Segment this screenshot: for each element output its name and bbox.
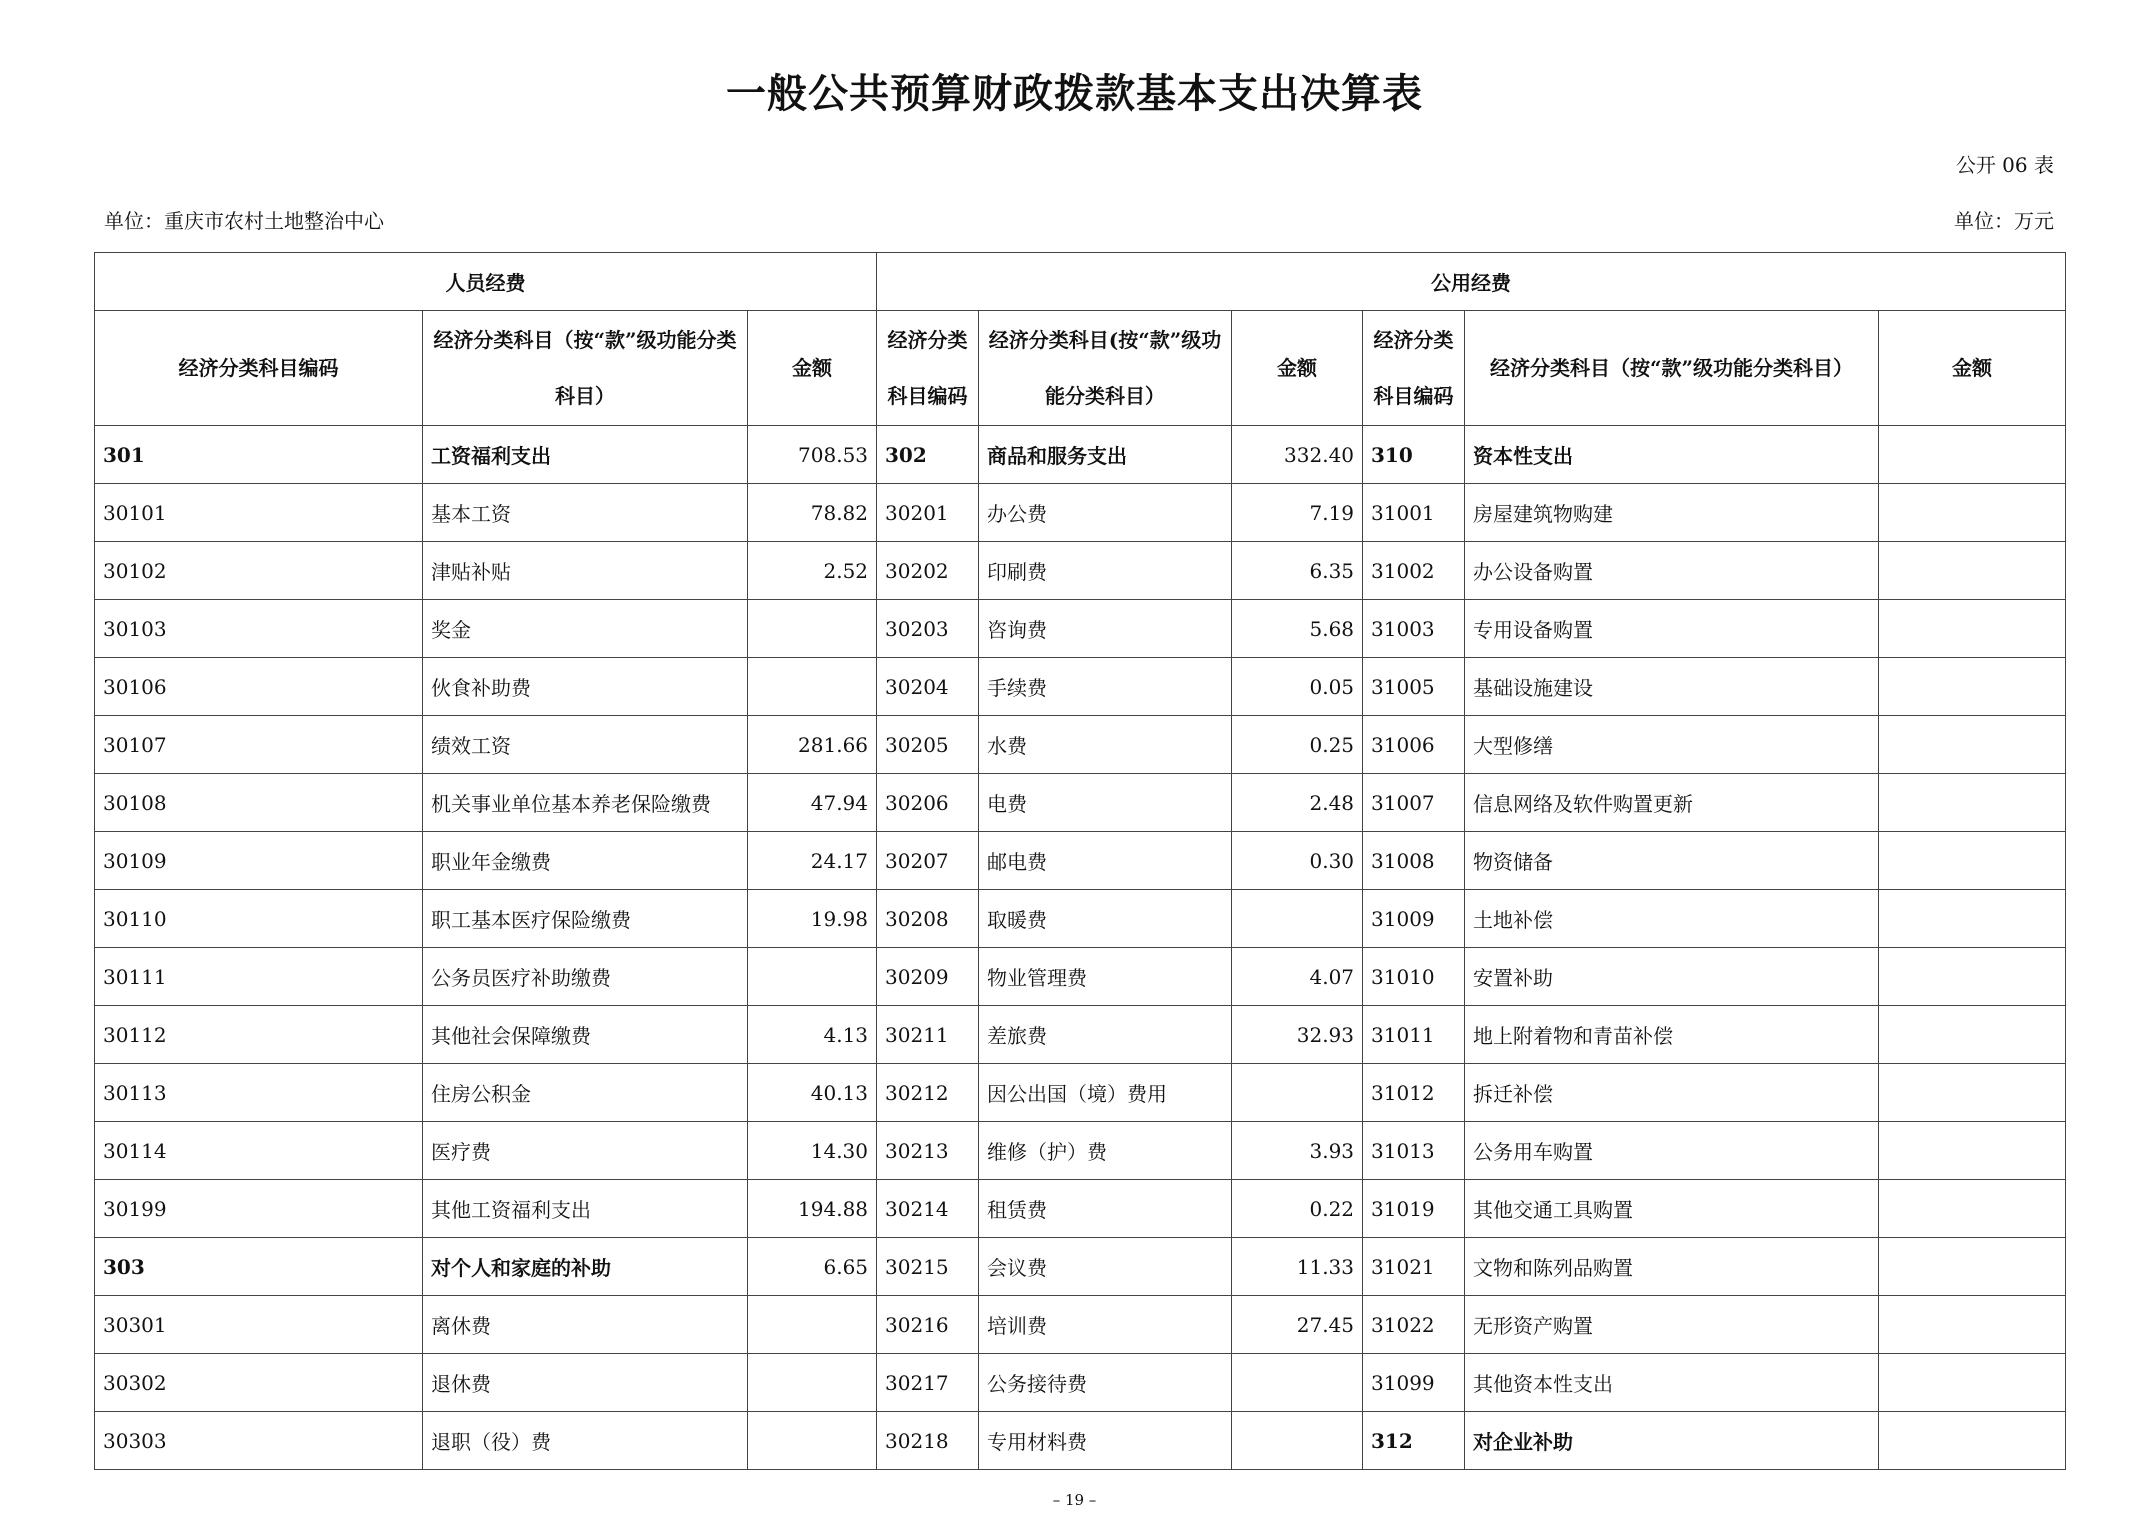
cell-capital-amount [1879,832,2066,890]
cell-goods-amount: 332.40 [1232,426,1363,484]
cell-capital-amount [1879,1122,2066,1180]
cell-capital-code: 31099 [1363,1354,1465,1412]
cell-capital-code: 312 [1363,1412,1465,1470]
cell-goods-amount: 0.22 [1232,1180,1363,1238]
cell-capital-code: 31012 [1363,1064,1465,1122]
cell-goods-code: 30212 [877,1064,979,1122]
cell-capital-amount [1879,1064,2066,1122]
cell-goods-amount: 6.35 [1232,542,1363,600]
cell-goods-amount: 7.19 [1232,484,1363,542]
table-row [95,484,2066,542]
cell-goods-code: 30217 [877,1354,979,1412]
cell-goods-code: 302 [877,426,979,484]
cell-capital-code: 31001 [1363,484,1465,542]
cell-goods-item: 专用材料费 [979,1412,1232,1470]
cell-personnel-amount: 4.13 [748,1006,877,1064]
cell-capital-code: 31005 [1363,658,1465,716]
cell-capital-amount [1879,716,2066,774]
cell-goods-code: 30204 [877,658,979,716]
page-title: 一般公共预算财政拨款基本支出决算表 [726,70,1423,117]
cell-personnel-item: 基本工资 [423,484,748,542]
cell-capital-item: 其他资本性支出 [1465,1354,1879,1412]
cell-goods-code: 30207 [877,832,979,890]
table-row [95,1296,2066,1354]
cell-personnel-amount: 2.52 [748,542,877,600]
currency-unit: 单位：万元 [1954,209,2054,233]
cell-capital-item: 基础设施建设 [1465,658,1879,716]
cell-goods-amount [1232,1064,1363,1122]
cell-capital-amount [1879,948,2066,1006]
cell-goods-amount [1232,1354,1363,1412]
cell-personnel-amount: 40.13 [748,1064,877,1122]
cell-capital-amount [1879,658,2066,716]
cell-goods-code: 30213 [877,1122,979,1180]
cell-capital-code: 31007 [1363,774,1465,832]
header-goods-code: 经济分类科目编码 [877,311,979,426]
cell-capital-item: 资本性支出 [1465,426,1879,484]
table-row [95,600,2066,658]
cell-goods-code: 30211 [877,1006,979,1064]
cell-personnel-amount [748,1296,877,1354]
cell-goods-item: 物业管理费 [979,948,1232,1006]
header-personnel-item: 经济分类科目（按“款”级功能分类科目） [423,311,748,426]
group-header-row [95,253,2066,311]
cell-personnel-amount [748,600,877,658]
cell-personnel-amount [748,1412,877,1470]
expenditure-table [94,252,2066,1470]
cell-personnel-item: 其他工资福利支出 [423,1180,748,1238]
cell-personnel-item: 机关事业单位基本养老保险缴费 [423,774,748,832]
cell-capital-code: 31002 [1363,542,1465,600]
cell-capital-item: 土地补偿 [1465,890,1879,948]
table-row [95,1122,2066,1180]
cell-personnel-item: 绩效工资 [423,716,748,774]
cell-goods-code: 30201 [877,484,979,542]
table-row [95,890,2066,948]
cell-capital-amount [1879,1238,2066,1296]
cell-goods-item: 水费 [979,716,1232,774]
cell-personnel-code: 30301 [95,1296,423,1354]
cell-personnel-code: 30113 [95,1064,423,1122]
cell-capital-amount [1879,1296,2066,1354]
cell-goods-code: 30203 [877,600,979,658]
cell-personnel-item: 医疗费 [423,1122,748,1180]
cell-capital-amount [1879,1180,2066,1238]
cell-goods-amount: 0.25 [1232,716,1363,774]
cell-capital-item: 拆迁补偿 [1465,1064,1879,1122]
cell-capital-item: 文物和陈列品购置 [1465,1238,1879,1296]
table-row [95,1180,2066,1238]
cell-capital-item: 对企业补助 [1465,1412,1879,1470]
cell-personnel-amount: 708.53 [748,426,877,484]
cell-capital-item: 安置补助 [1465,948,1879,1006]
cell-goods-item: 取暖费 [979,890,1232,948]
header-goods-amount: 金额 [1232,311,1363,426]
cell-goods-code: 30209 [877,948,979,1006]
cell-goods-amount: 3.93 [1232,1122,1363,1180]
cell-personnel-code: 30103 [95,600,423,658]
cell-goods-item: 印刷费 [979,542,1232,600]
cell-goods-amount: 0.30 [1232,832,1363,890]
header-goods-item: 经济分类科目(按“款”级功能分类科目） [979,311,1232,426]
cell-personnel-item: 工资福利支出 [423,426,748,484]
header-personnel-amount: 金额 [748,311,877,426]
cell-personnel-amount: 281.66 [748,716,877,774]
cell-personnel-code: 30110 [95,890,423,948]
cell-goods-code: 30205 [877,716,979,774]
page-number: – 19 – [1052,1491,1097,1509]
cell-goods-amount [1232,1412,1363,1470]
cell-personnel-item: 其他社会保障缴费 [423,1006,748,1064]
group-header-public: 公用经费 [877,253,2066,311]
cell-personnel-item: 退职（役）费 [423,1412,748,1470]
table-row [95,774,2066,832]
cell-personnel-code: 30107 [95,716,423,774]
cell-goods-amount: 27.45 [1232,1296,1363,1354]
cell-capital-amount [1879,774,2066,832]
group-header-personnel: 人员经费 [95,253,877,311]
cell-personnel-item: 奖金 [423,600,748,658]
cell-capital-amount [1879,1006,2066,1064]
cell-capital-code: 31021 [1363,1238,1465,1296]
cell-personnel-amount [748,948,877,1006]
cell-personnel-code: 30106 [95,658,423,716]
cell-personnel-code: 30101 [95,484,423,542]
cell-goods-amount: 2.48 [1232,774,1363,832]
cell-personnel-amount: 19.98 [748,890,877,948]
cell-goods-item: 因公出国（境）费用 [979,1064,1232,1122]
cell-goods-item: 电费 [979,774,1232,832]
cell-capital-item: 大型修缮 [1465,716,1879,774]
table-row [95,1354,2066,1412]
cell-goods-amount [1232,890,1363,948]
header-capital-item: 经济分类科目（按“款”级功能分类科目） [1465,311,1879,426]
cell-capital-code: 31003 [1363,600,1465,658]
cell-capital-item: 地上附着物和青苗补偿 [1465,1006,1879,1064]
cell-capital-item: 专用设备购置 [1465,600,1879,658]
cell-goods-code: 30202 [877,542,979,600]
cell-capital-amount [1879,1412,2066,1470]
cell-goods-item: 咨询费 [979,600,1232,658]
cell-goods-amount: 11.33 [1232,1238,1363,1296]
cell-goods-amount: 5.68 [1232,600,1363,658]
cell-goods-amount: 32.93 [1232,1006,1363,1064]
cell-goods-item: 培训费 [979,1296,1232,1354]
cell-capital-amount [1879,1354,2066,1412]
cell-personnel-amount: 78.82 [748,484,877,542]
cell-capital-code: 31022 [1363,1296,1465,1354]
cell-personnel-amount: 6.65 [748,1238,877,1296]
cell-personnel-item: 伙食补助费 [423,658,748,716]
cell-capital-item: 信息网络及软件购置更新 [1465,774,1879,832]
table-row [95,1064,2066,1122]
column-header-row [95,311,2066,426]
cell-capital-item: 物资储备 [1465,832,1879,890]
cell-goods-amount: 0.05 [1232,658,1363,716]
cell-personnel-code: 30112 [95,1006,423,1064]
cell-personnel-amount: 47.94 [748,774,877,832]
cell-goods-item: 维修（护）费 [979,1122,1232,1180]
cell-goods-code: 30214 [877,1180,979,1238]
cell-capital-code: 31010 [1363,948,1465,1006]
cell-personnel-item: 住房公积金 [423,1064,748,1122]
cell-goods-code: 30206 [877,774,979,832]
cell-capital-amount [1879,890,2066,948]
cell-personnel-amount: 14.30 [748,1122,877,1180]
cell-personnel-code: 30199 [95,1180,423,1238]
cell-personnel-item: 公务员医疗补助缴费 [423,948,748,1006]
form-number: 公开 06 表 [1955,153,2054,177]
cell-goods-item: 差旅费 [979,1006,1232,1064]
cell-personnel-item: 职工基本医疗保险缴费 [423,890,748,948]
cell-goods-item: 租赁费 [979,1180,1232,1238]
cell-capital-code: 310 [1363,426,1465,484]
cell-capital-item: 公务用车购置 [1465,1122,1879,1180]
header-capital-amount: 金额 [1879,311,2066,426]
cell-goods-item: 手续费 [979,658,1232,716]
cell-capital-code: 31013 [1363,1122,1465,1180]
cell-personnel-code: 30108 [95,774,423,832]
table-row [95,1238,2066,1296]
cell-capital-item: 其他交通工具购置 [1465,1180,1879,1238]
table-row [95,832,2066,890]
cell-goods-code: 30218 [877,1412,979,1470]
cell-personnel-amount [748,658,877,716]
table-row [95,658,2066,716]
table-row [95,1006,2066,1064]
table-row [95,426,2066,484]
cell-personnel-code: 301 [95,426,423,484]
cell-goods-item: 会议费 [979,1238,1232,1296]
cell-personnel-item: 职业年金缴费 [423,832,748,890]
header-personnel-code: 经济分类科目编码 [95,311,423,426]
cell-personnel-item: 退休费 [423,1354,748,1412]
cell-capital-item: 办公设备购置 [1465,542,1879,600]
table-body [95,426,2066,1470]
cell-goods-code: 30216 [877,1296,979,1354]
cell-capital-code: 31006 [1363,716,1465,774]
cell-capital-code: 31019 [1363,1180,1465,1238]
cell-personnel-item: 对个人和家庭的补助 [423,1238,748,1296]
cell-personnel-amount: 194.88 [748,1180,877,1238]
reporting-unit: 单位：重庆市农村土地整治中心 [104,209,384,233]
cell-capital-amount [1879,426,2066,484]
cell-capital-item: 无形资产购置 [1465,1296,1879,1354]
table-row [95,542,2066,600]
cell-goods-item: 邮电费 [979,832,1232,890]
cell-personnel-code: 303 [95,1238,423,1296]
cell-personnel-code: 30302 [95,1354,423,1412]
cell-personnel-code: 30109 [95,832,423,890]
cell-capital-code: 31009 [1363,890,1465,948]
cell-personnel-item: 离休费 [423,1296,748,1354]
cell-goods-item: 公务接待费 [979,1354,1232,1412]
header-capital-code: 经济分类科目编码 [1363,311,1465,426]
cell-capital-item: 房屋建筑物购建 [1465,484,1879,542]
cell-personnel-code: 30111 [95,948,423,1006]
table-row [95,1412,2066,1470]
cell-goods-code: 30215 [877,1238,979,1296]
cell-goods-amount: 4.07 [1232,948,1363,1006]
cell-capital-code: 31011 [1363,1006,1465,1064]
cell-personnel-item: 津贴补贴 [423,542,748,600]
cell-goods-item: 办公费 [979,484,1232,542]
cell-capital-amount [1879,484,2066,542]
table-row [95,948,2066,1006]
cell-personnel-amount: 24.17 [748,832,877,890]
cell-capital-amount [1879,542,2066,600]
cell-capital-code: 31008 [1363,832,1465,890]
cell-goods-code: 30208 [877,890,979,948]
cell-personnel-code: 30102 [95,542,423,600]
table-row [95,716,2066,774]
cell-personnel-code: 30114 [95,1122,423,1180]
cell-personnel-code: 30303 [95,1412,423,1470]
cell-goods-item: 商品和服务支出 [979,426,1232,484]
cell-personnel-amount [748,1354,877,1412]
cell-capital-amount [1879,600,2066,658]
